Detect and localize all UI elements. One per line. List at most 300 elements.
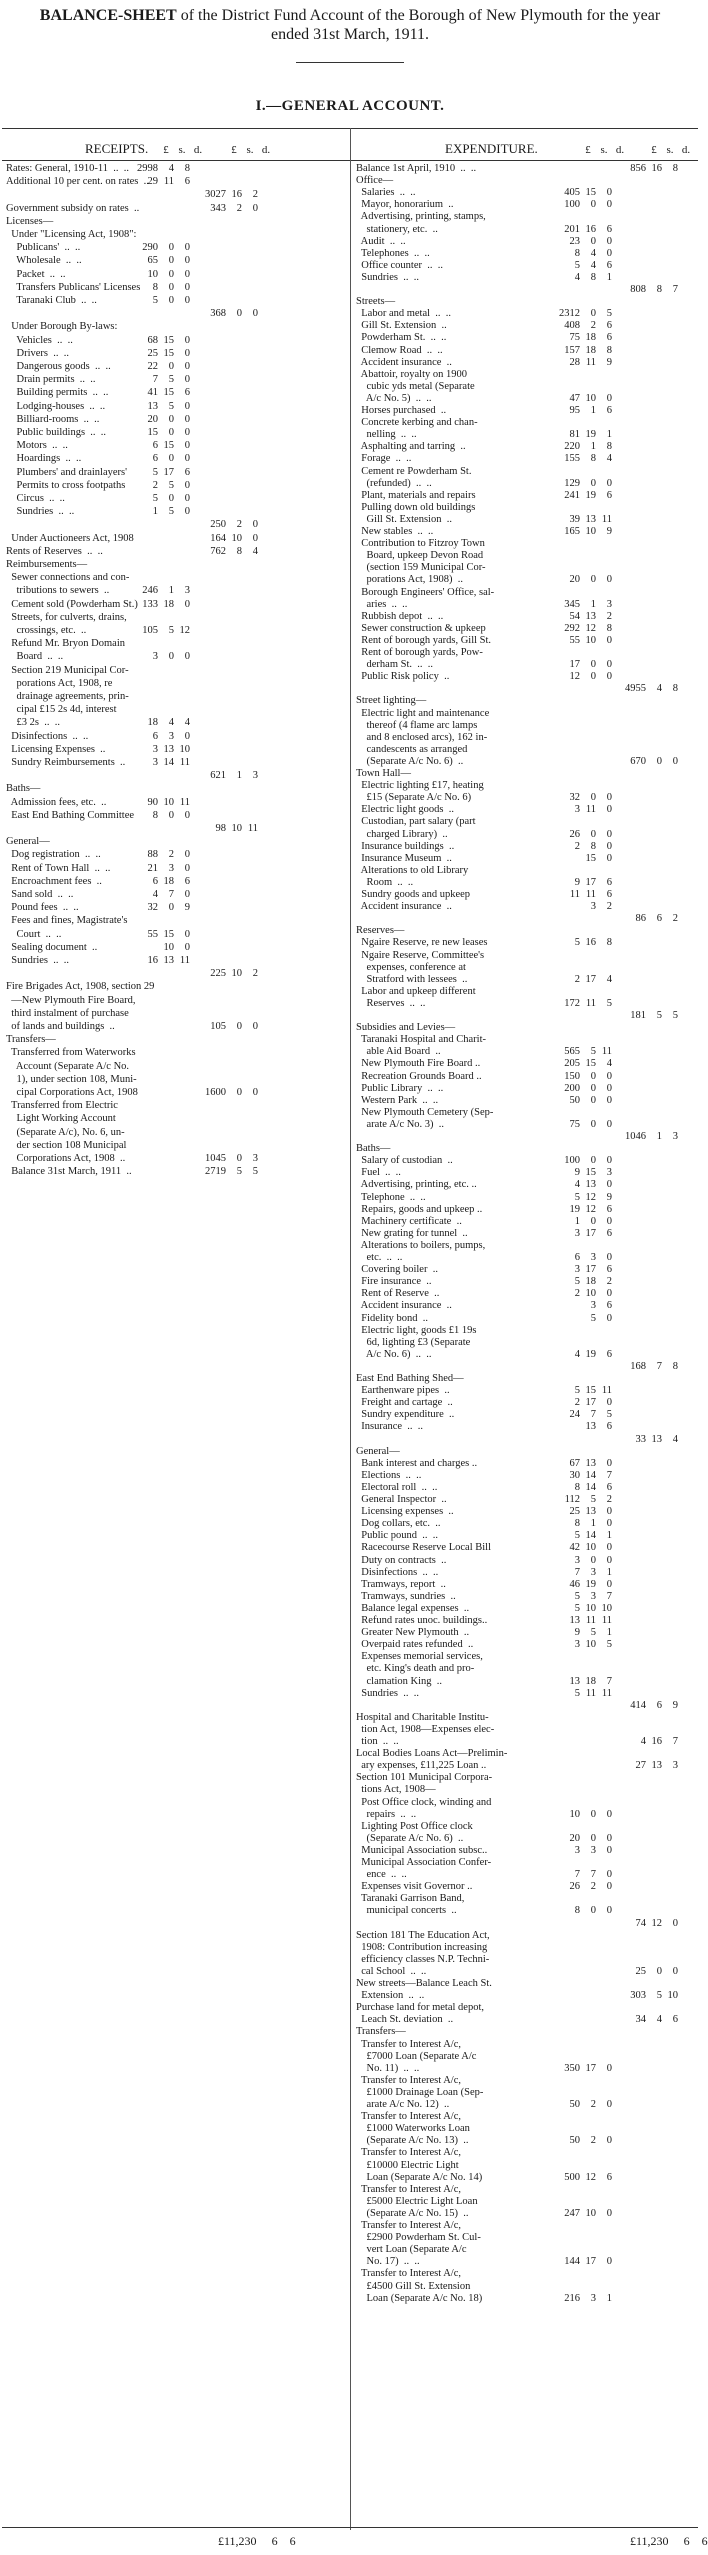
expenditure-line bbox=[0, 1929, 700, 1942]
amount-shillings: 13 bbox=[651, 1433, 662, 1445]
expenditure-line bbox=[0, 428, 700, 441]
total-amount bbox=[616, 912, 678, 925]
item-label: New grating for tunnel .. bbox=[356, 1227, 468, 1239]
expenditure-line bbox=[0, 682, 700, 695]
inner-amount bbox=[550, 1554, 612, 1567]
item-label: Plumbers' and drainlayers' bbox=[6, 466, 128, 478]
amount-pence: 0 bbox=[184, 347, 190, 359]
expenditure-line bbox=[0, 1783, 700, 1796]
item-label: Mayor, honorarium .. bbox=[356, 199, 454, 211]
amount-shillings: 0 bbox=[590, 1832, 596, 1844]
item-label: Earthenware pipes .. bbox=[356, 1385, 450, 1397]
amount-pounds: 4 bbox=[574, 271, 580, 283]
item-label: Pulling down old buildings bbox=[356, 501, 476, 513]
amount-pounds: 155 bbox=[564, 453, 580, 465]
amount-shillings: 17 bbox=[585, 1397, 596, 1409]
inner-amount bbox=[550, 1880, 612, 1893]
item-label: Salary of custodian .. bbox=[356, 1155, 453, 1167]
amount-pounds: 25 bbox=[569, 1506, 580, 1518]
amount-pence: 5 bbox=[606, 997, 612, 1009]
item-label: Insurance Museum .. bbox=[356, 852, 452, 864]
inner-amount bbox=[550, 2255, 612, 2268]
amount-pence: 0 bbox=[184, 242, 190, 254]
item-label: East End Bathing Shed— bbox=[356, 1373, 464, 1384]
title-rule bbox=[296, 62, 404, 63]
amount-shillings: 0 bbox=[590, 1808, 596, 1820]
inner-amount bbox=[550, 392, 612, 405]
amount-pence: 6 bbox=[606, 223, 612, 235]
amount-pence: 1 bbox=[606, 429, 612, 441]
inner-amount bbox=[550, 1832, 612, 1845]
amount-shillings: 2 bbox=[236, 519, 242, 531]
item-label: Sundry goods and upkeep bbox=[356, 889, 471, 900]
expenditure-line bbox=[0, 1106, 700, 1119]
amount-pounds: 100 bbox=[564, 199, 580, 211]
amount-pounds: 856 bbox=[630, 163, 646, 174]
expenditure-line bbox=[0, 1445, 700, 1458]
amount-pence: 9 bbox=[606, 1191, 612, 1203]
amount-pounds: 2 bbox=[574, 840, 580, 852]
amount-pence: 5 bbox=[606, 1409, 612, 1421]
item-label: cipal Corporations Act, 1908 bbox=[6, 1087, 138, 1098]
expenditure-line bbox=[0, 2062, 700, 2075]
item-label: Audit .. .. bbox=[356, 235, 406, 247]
amount-shillings: 16 bbox=[651, 1736, 662, 1747]
amount-shillings: 10 bbox=[585, 634, 596, 646]
amount-pounds: 7 bbox=[574, 1566, 580, 1578]
amount-pounds: 133 bbox=[142, 598, 158, 610]
item-label: Machinery certificate .. bbox=[356, 1215, 462, 1227]
amount-pounds: 23 bbox=[569, 235, 580, 247]
item-label: New stables .. .. bbox=[356, 526, 434, 537]
amount-pounds: 54 bbox=[569, 610, 580, 622]
amount-shillings: 0 bbox=[168, 255, 174, 267]
amount-pounds: 247 bbox=[564, 2207, 580, 2219]
amount-shillings: 0 bbox=[590, 1118, 596, 1130]
expenditure-line bbox=[0, 1808, 700, 1821]
amount-pence: 0 bbox=[184, 862, 190, 874]
expenditure-line bbox=[0, 912, 700, 925]
expenditure-line bbox=[0, 1965, 700, 1978]
inner-amount bbox=[550, 1396, 612, 1409]
item-label: 1908: Contribution increasing bbox=[356, 1941, 488, 1953]
expenditure-line bbox=[0, 404, 700, 417]
amount-shillings: 1 bbox=[236, 770, 242, 782]
amount-shillings: 19 bbox=[585, 489, 596, 501]
amount-pence: 5 bbox=[606, 308, 612, 320]
expenditure-line bbox=[0, 1239, 700, 1252]
inner-amount bbox=[550, 452, 612, 465]
expenditure-line bbox=[0, 1178, 700, 1191]
amount-shillings: 0 bbox=[590, 1070, 596, 1082]
item-label: Balance 31st March, 1911 .. bbox=[6, 1166, 132, 1178]
section-heading: I.—GENERAL ACCOUNT. bbox=[255, 98, 445, 114]
expenditure-line bbox=[0, 731, 700, 744]
expenditure-line bbox=[0, 2255, 700, 2268]
amount-pence: 0 bbox=[184, 440, 190, 452]
expenditure-line bbox=[0, 1917, 700, 1930]
amount-pence: 0 bbox=[606, 392, 612, 404]
item-label: Electric light and maintenance bbox=[356, 707, 490, 719]
amount-shillings: 11 bbox=[585, 1687, 596, 1699]
amount-pounds: 39 bbox=[569, 513, 580, 525]
item-label: repairs .. .. bbox=[356, 1808, 417, 1820]
amount-pence: 0 bbox=[184, 849, 190, 861]
item-label: General— bbox=[6, 836, 50, 848]
item-label: Transfer to Interest A/c, bbox=[356, 2183, 461, 2195]
amount-pence: 11 bbox=[601, 1385, 612, 1397]
inner-amount bbox=[550, 1408, 612, 1421]
inner-amount bbox=[550, 1251, 612, 1264]
amount-pounds: 105 bbox=[142, 625, 158, 636]
amount-pence: 0 bbox=[606, 1070, 612, 1082]
item-label: £10000 Electric Light bbox=[356, 2159, 459, 2171]
inner-amount bbox=[550, 1469, 612, 1482]
amount-pence: 0 bbox=[606, 2099, 612, 2110]
inner-amount bbox=[550, 223, 612, 236]
amount-pence: 0 bbox=[184, 598, 190, 610]
amount-shillings: 0 bbox=[590, 477, 596, 489]
amount-pounds: 29 bbox=[147, 176, 158, 188]
expenditure-line bbox=[0, 1796, 700, 1809]
item-label: Transfers— bbox=[6, 1034, 56, 1046]
amount-pence: 7 bbox=[606, 1469, 612, 1481]
inner-amount bbox=[550, 997, 612, 1010]
expenditure-line bbox=[0, 1215, 700, 1228]
amount-shillings: 19 bbox=[585, 1578, 596, 1590]
amount-shillings: 10 bbox=[585, 526, 596, 537]
amount-pounds: 6 bbox=[152, 453, 158, 465]
amount-pence: 0 bbox=[606, 804, 612, 816]
expenditure-line bbox=[0, 2146, 700, 2159]
amount-shillings: 17 bbox=[585, 1227, 596, 1239]
item-label: Fidelity bond .. bbox=[356, 1312, 429, 1324]
expenditure-line bbox=[0, 392, 700, 405]
expenditure-line bbox=[0, 1057, 700, 1070]
amount-shillings: 12 bbox=[651, 1917, 662, 1929]
inner-amount bbox=[550, 428, 612, 441]
amount-pence: 1 bbox=[606, 271, 612, 283]
inner-amount bbox=[550, 573, 612, 586]
item-label: efficiency classes N.P. Techni- bbox=[356, 1953, 490, 1965]
amount-pounds: 6 bbox=[152, 730, 158, 742]
item-label: Publicans' .. .. bbox=[6, 242, 81, 254]
expenditure-line bbox=[0, 1578, 700, 1591]
item-label: Pound fees .. .. bbox=[6, 902, 79, 914]
item-label: Licensing Expenses .. bbox=[6, 743, 106, 755]
expenditure-line bbox=[0, 1348, 700, 1361]
amount-pence: 0 bbox=[606, 2062, 612, 2074]
amount-pounds: 165 bbox=[564, 526, 580, 537]
amount-pounds: 5 bbox=[152, 493, 158, 504]
item-label: cal School .. .. bbox=[356, 1965, 427, 1977]
amount-pence: 0 bbox=[252, 202, 258, 214]
amount-pence: 5 bbox=[252, 1166, 258, 1178]
amount-shillings: 4 bbox=[168, 163, 174, 174]
expenditure-line bbox=[0, 259, 700, 272]
amount-pounds: 3 bbox=[152, 743, 158, 755]
amount-shillings: 18 bbox=[163, 875, 174, 887]
amount-shillings: 10 bbox=[585, 1288, 596, 1300]
amount-shillings: 10 bbox=[163, 941, 174, 953]
amount-pounds: 2 bbox=[574, 1397, 580, 1409]
amount-pence: 11 bbox=[601, 1046, 612, 1058]
expenditure-line bbox=[0, 1977, 700, 1990]
expenditure-line bbox=[0, 2159, 700, 2172]
item-label: Light Working Account bbox=[6, 1113, 116, 1125]
expenditure-line bbox=[0, 646, 700, 659]
total-amount bbox=[616, 682, 678, 695]
amount-pounds: 5 bbox=[574, 1385, 580, 1397]
item-label: Alterations to boilers, pumps, bbox=[356, 1239, 486, 1251]
amount-pence: 4 bbox=[606, 973, 612, 985]
amount-pounds: 112 bbox=[564, 1494, 580, 1505]
amount-pounds: 105 bbox=[210, 1021, 226, 1032]
item-label: der section 108 Municipal bbox=[6, 1139, 127, 1151]
amount-pounds: 11 bbox=[569, 889, 580, 900]
amount-pence: 7 bbox=[606, 1590, 612, 1602]
amount-shillings: 1 bbox=[590, 1518, 596, 1530]
amount-pounds: 6 bbox=[574, 1252, 580, 1263]
amount-pounds: 32 bbox=[569, 792, 580, 804]
amount-pounds: 205 bbox=[564, 1058, 580, 1070]
item-label: A/c No. 6) .. .. bbox=[356, 1348, 432, 1360]
item-label: Office counter .. .. bbox=[356, 259, 443, 271]
amount-shillings: 0 bbox=[656, 755, 662, 767]
amount-pounds: 241 bbox=[564, 489, 580, 501]
item-label: Forage .. .. bbox=[356, 453, 412, 465]
amount-shillings: 17 bbox=[585, 2256, 596, 2268]
amount-pounds: 5 bbox=[152, 466, 158, 478]
inner-amount bbox=[550, 1493, 612, 1506]
amount-pounds: 13 bbox=[147, 400, 158, 412]
amount-pence: 2 bbox=[252, 968, 258, 980]
amount-pence: 0 bbox=[606, 2256, 612, 2268]
amount-shillings: 3 bbox=[590, 2292, 596, 2304]
item-label: Electric light goods .. bbox=[356, 804, 454, 816]
expenditure-line bbox=[0, 949, 700, 962]
item-label: Municipal Association subsc.. bbox=[356, 1844, 488, 1856]
inner-amount bbox=[550, 513, 612, 526]
amount-pounds: 90 bbox=[147, 796, 158, 808]
amount-pence: 6 bbox=[184, 387, 190, 399]
amount-pounds: 343 bbox=[210, 202, 226, 214]
inner-amount bbox=[550, 852, 612, 865]
inner-amount bbox=[550, 828, 612, 841]
inner-amount bbox=[550, 1529, 612, 1542]
inner-amount bbox=[550, 1566, 612, 1579]
amount-pence: 4 bbox=[672, 1433, 678, 1445]
item-label: Sundries .. .. bbox=[6, 506, 75, 518]
amount-shillings: 0 bbox=[168, 453, 174, 465]
amount-pounds: 5 bbox=[574, 1276, 580, 1288]
item-label: Disinfections .. .. bbox=[6, 730, 89, 742]
inner-amount bbox=[550, 1348, 612, 1361]
inner-amount bbox=[550, 1614, 612, 1627]
inner-amount bbox=[550, 489, 612, 502]
item-label: Taranaki Garrison Band, bbox=[356, 1893, 465, 1905]
amount-pounds: 129 bbox=[564, 477, 580, 489]
amount-pence: 0 bbox=[606, 1518, 612, 1530]
expenditure-line bbox=[0, 1759, 700, 1772]
item-label: Account (Separate A/c No. bbox=[6, 1060, 130, 1072]
unit-shilling: s. bbox=[600, 144, 608, 156]
inner-amount bbox=[550, 1203, 612, 1216]
amount-pounds: 4955 bbox=[625, 683, 646, 695]
item-label: Plant, materials and repairs bbox=[356, 489, 476, 501]
unit-pound: £ bbox=[163, 144, 169, 156]
expenditure-line bbox=[0, 2050, 700, 2063]
item-label: etc. .. .. bbox=[356, 1252, 403, 1263]
expenditure-line bbox=[0, 2267, 700, 2280]
expenditure-line bbox=[0, 1396, 700, 1409]
amount-pounds: 225 bbox=[210, 968, 226, 980]
item-label: Tramways, report .. bbox=[356, 1578, 446, 1590]
amount-pence: 0 bbox=[184, 374, 190, 386]
amount-pounds: 41 bbox=[147, 387, 158, 399]
expenditure-line bbox=[0, 1336, 700, 1349]
item-label: Electoral roll .. .. bbox=[356, 1481, 438, 1493]
unit-pence: d. bbox=[193, 144, 203, 156]
expenditure-total-shillings: 6 bbox=[683, 2534, 690, 2548]
inner-amount bbox=[550, 2171, 612, 2184]
amount-pounds: 98 bbox=[215, 823, 226, 834]
amount-pence: 0 bbox=[606, 828, 612, 840]
amount-pence: 6 bbox=[606, 2171, 612, 2183]
amount-pounds: 408 bbox=[564, 320, 580, 332]
amount-pence: 4 bbox=[252, 545, 258, 557]
amount-pounds: 150 bbox=[564, 1070, 580, 1082]
inner-amount bbox=[550, 1312, 612, 1325]
amount-pence: 6 bbox=[606, 1421, 612, 1433]
item-label: General Inspector .. bbox=[356, 1494, 447, 1505]
amount-shillings: 4 bbox=[168, 717, 174, 729]
amount-pence: 0 bbox=[606, 1155, 612, 1167]
amount-shillings: 0 bbox=[168, 809, 174, 821]
amount-pence: 10 bbox=[601, 1602, 612, 1614]
inner-amount bbox=[550, 973, 612, 986]
expenditure-line bbox=[0, 707, 700, 720]
unit-pence: d. bbox=[615, 144, 625, 156]
amount-shillings: 11 bbox=[585, 804, 596, 816]
amount-shillings: 5 bbox=[168, 506, 174, 518]
amount-pence: 3 bbox=[252, 770, 258, 782]
inner-amount bbox=[550, 2207, 612, 2220]
amount-pence: 6 bbox=[606, 1227, 612, 1239]
amount-pounds: 2 bbox=[574, 1288, 580, 1300]
inner-amount bbox=[550, 247, 612, 260]
item-label: cipal £15 2s 4d, interest bbox=[6, 704, 117, 716]
amount-pounds: 3 bbox=[152, 757, 158, 768]
inner-amount bbox=[550, 1904, 612, 1917]
amount-pence: 0 bbox=[184, 479, 190, 491]
amount-pence: 7 bbox=[672, 1736, 678, 1747]
amount-shillings: 10 bbox=[585, 392, 596, 404]
amount-shillings: 4 bbox=[656, 2014, 662, 2026]
inner-amount bbox=[550, 670, 612, 683]
item-label: Leach St. deviation .. bbox=[356, 2014, 454, 2026]
amount-pence: 6 bbox=[606, 489, 612, 501]
item-label: tion Act, 1908—Expenses elec- bbox=[356, 1723, 495, 1735]
item-label: Public Risk policy .. bbox=[356, 671, 450, 683]
item-label: Rates: General, 1910-11 .. .. bbox=[6, 163, 129, 174]
amount-pence: 0 bbox=[252, 1021, 258, 1032]
expenditure-line bbox=[0, 1590, 700, 1603]
amount-pence: 3 bbox=[606, 1167, 612, 1179]
amount-pence: 6 bbox=[606, 1348, 612, 1360]
amount-shillings: 0 bbox=[168, 493, 174, 504]
expenditure-line bbox=[0, 1856, 700, 1869]
item-label: Electric lighting £17, heating bbox=[356, 780, 484, 792]
amount-pounds: 4 bbox=[152, 889, 158, 900]
amount-pence: 6 bbox=[606, 1203, 612, 1215]
amount-pence: 1 bbox=[606, 2292, 612, 2304]
amount-pounds: 3 bbox=[574, 1554, 580, 1566]
item-label: tributions to sewers .. bbox=[6, 585, 110, 597]
expenditure-outer-units bbox=[646, 144, 694, 156]
expenditure-line bbox=[0, 440, 700, 453]
item-label: etc. King's death and pro- bbox=[356, 1663, 475, 1675]
item-label: Rubbish depot .. .. bbox=[356, 610, 444, 622]
item-label: Gill St. Extension .. bbox=[356, 320, 447, 332]
total-amount bbox=[616, 283, 678, 296]
amount-pence: 0 bbox=[606, 1554, 612, 1566]
expenditure-line bbox=[0, 1771, 700, 1784]
expenditure-line bbox=[0, 513, 700, 526]
amount-shillings: 15 bbox=[163, 928, 174, 940]
amount-pounds: 200 bbox=[564, 1082, 580, 1094]
amount-pence: 9 bbox=[606, 356, 612, 368]
amount-shillings: 0 bbox=[236, 1021, 242, 1032]
amount-shillings: 19 bbox=[585, 1348, 596, 1360]
expenditure-line bbox=[0, 2038, 700, 2051]
amount-pence: 1 bbox=[606, 1530, 612, 1542]
amount-shillings: 4 bbox=[590, 247, 596, 259]
item-label: Fire insurance .. bbox=[356, 1276, 432, 1288]
amount-shillings: 0 bbox=[236, 1087, 242, 1098]
amount-shillings: 2 bbox=[590, 320, 596, 332]
amount-shillings: 15 bbox=[163, 387, 174, 399]
item-label: (section 159 Municipal Cor- bbox=[356, 562, 486, 574]
item-label: municipal concerts .. bbox=[356, 1905, 457, 1917]
amount-shillings: 5 bbox=[590, 1494, 596, 1505]
amount-pounds: 5 bbox=[574, 1530, 580, 1542]
amount-pounds: 303 bbox=[630, 1990, 646, 2002]
expenditure-line bbox=[0, 174, 700, 187]
amount-pounds: 4 bbox=[640, 1736, 646, 1747]
amount-pence: 8 bbox=[672, 683, 678, 695]
amount-shillings: 13 bbox=[585, 1179, 596, 1191]
amount-pounds: 4 bbox=[574, 1348, 580, 1360]
item-label: ence .. .. bbox=[356, 1869, 407, 1881]
item-label: Horses purchased .. bbox=[356, 405, 447, 416]
inner-amount bbox=[550, 1227, 612, 1240]
amount-pence: 0 bbox=[606, 1542, 612, 1554]
amount-pounds: 3 bbox=[574, 1639, 580, 1651]
amount-shillings: 0 bbox=[168, 651, 174, 663]
expenditure-line bbox=[0, 380, 700, 393]
amount-pounds: 4 bbox=[574, 1179, 580, 1191]
amount-pounds: 55 bbox=[569, 634, 580, 646]
amount-pounds: 292 bbox=[564, 622, 580, 634]
expenditure-line bbox=[0, 1433, 700, 1446]
amount-pounds: 621 bbox=[210, 770, 226, 782]
item-label: Transfer to Interest A/c, bbox=[356, 2074, 461, 2086]
amount-pence: 0 bbox=[606, 1881, 612, 1893]
amount-shillings: 16 bbox=[585, 223, 596, 235]
amount-pounds: 9 bbox=[574, 876, 580, 888]
item-label: 1), under section 108, Muni- bbox=[6, 1073, 137, 1085]
